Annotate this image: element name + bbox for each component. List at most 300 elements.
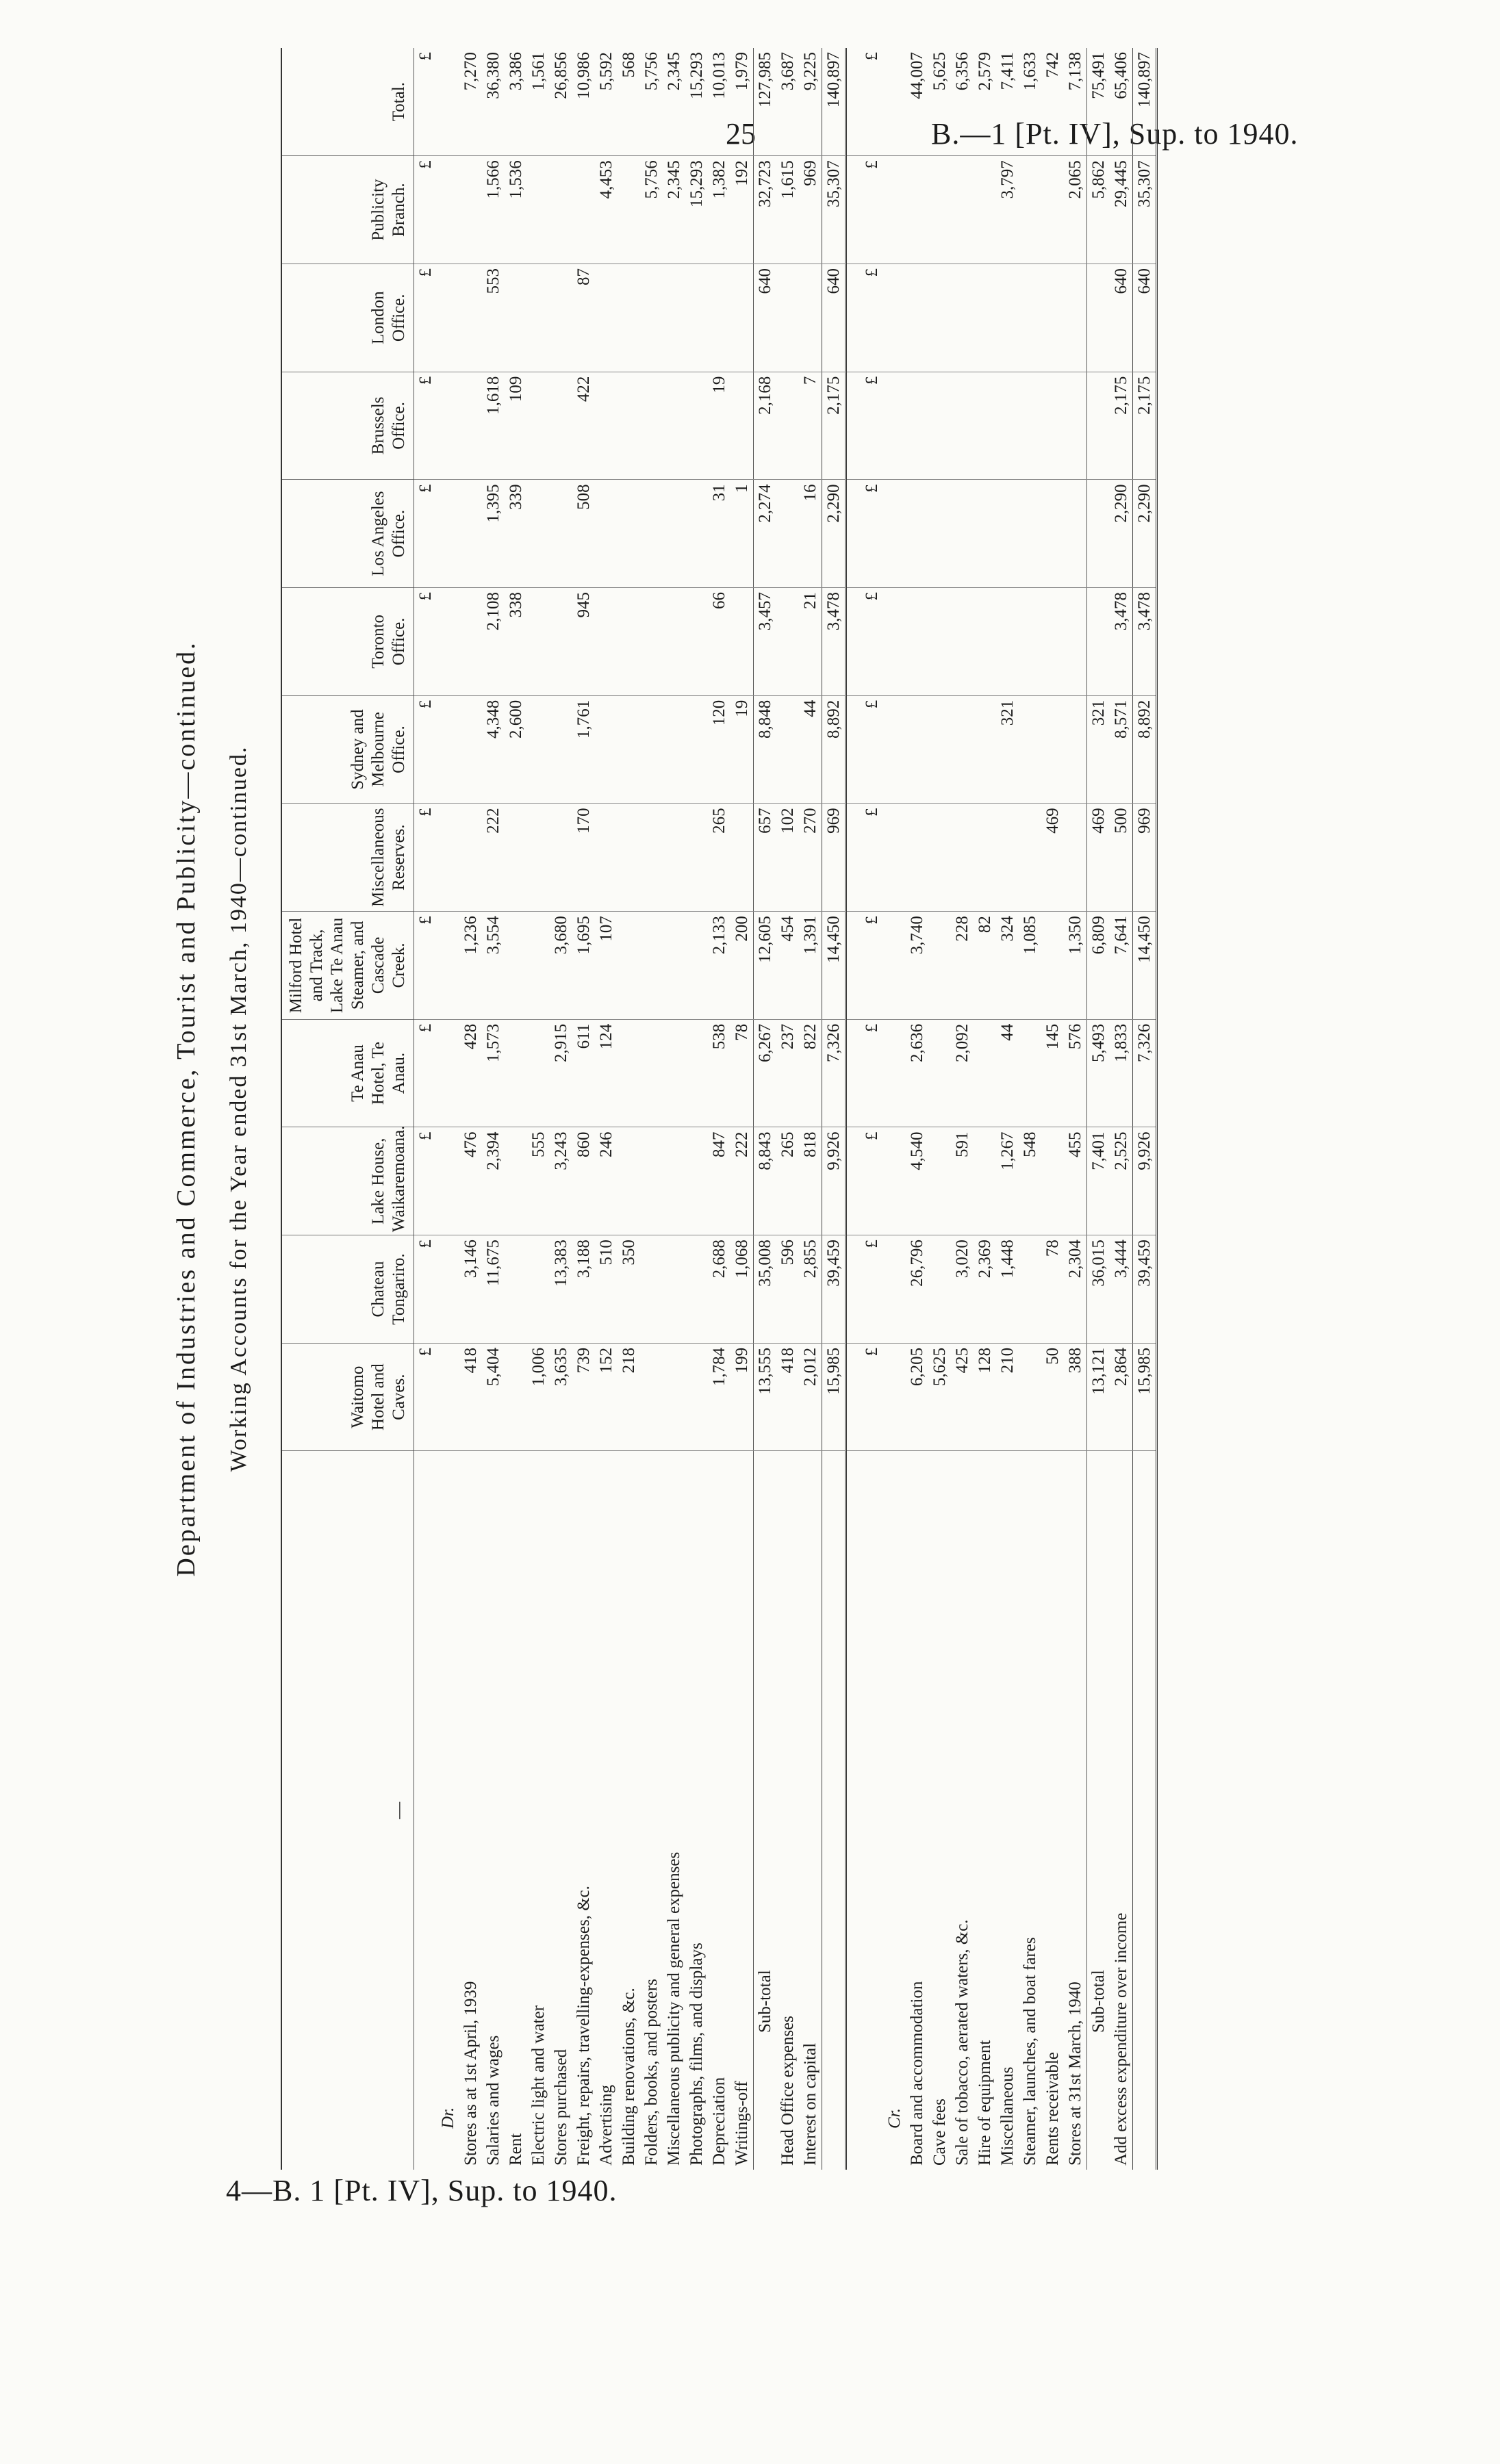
amount-cell: 3,188 bbox=[572, 1235, 595, 1344]
amount-cell bbox=[974, 804, 996, 912]
amount-cell: 2,175 bbox=[1110, 372, 1133, 480]
amount-cell bbox=[1087, 588, 1110, 696]
amount-cell: 4,540 bbox=[906, 1127, 928, 1235]
amount-cell bbox=[685, 480, 708, 588]
amount-cell: £ bbox=[861, 804, 883, 912]
amount-cell: 640 bbox=[822, 264, 846, 372]
amount-cell: 50 bbox=[1041, 1343, 1064, 1451]
amount-cell bbox=[685, 1343, 708, 1451]
amount-cell bbox=[951, 480, 974, 588]
amount-cell: £ bbox=[861, 912, 883, 1020]
amount-cell bbox=[928, 695, 951, 804]
amount-cell: 3,797 bbox=[996, 156, 1019, 264]
amount-cell bbox=[663, 1019, 685, 1127]
amount-cell bbox=[618, 804, 640, 912]
amount-cell: 2,636 bbox=[906, 1019, 928, 1127]
amount-cell bbox=[505, 1127, 527, 1235]
amount-cell bbox=[459, 264, 482, 372]
amount-cell bbox=[996, 588, 1019, 696]
amount-cell: 13,121 bbox=[1087, 1343, 1110, 1451]
amount-cell bbox=[883, 372, 906, 480]
amount-cell: 9,926 bbox=[822, 1127, 846, 1235]
amount-cell bbox=[1087, 372, 1110, 480]
amount-cell: 26,796 bbox=[906, 1235, 928, 1344]
amount-cell: 7,401 bbox=[1087, 1127, 1110, 1235]
amount-cell: 969 bbox=[799, 156, 822, 264]
amount-cell: 5,404 bbox=[482, 1343, 505, 1451]
amount-cell: 10,013 bbox=[708, 48, 730, 156]
amount-cell: 640 bbox=[1110, 264, 1133, 372]
amount-cell bbox=[906, 695, 928, 804]
amount-cell bbox=[928, 804, 951, 912]
amount-cell bbox=[1041, 912, 1064, 1020]
amount-cell bbox=[996, 372, 1019, 480]
table-row bbox=[595, 48, 618, 2170]
amount-cell bbox=[685, 695, 708, 804]
amount-cell: 222 bbox=[482, 804, 505, 912]
amount-cell: 3,020 bbox=[951, 1235, 974, 1344]
amount-cell bbox=[505, 264, 527, 372]
amount-cell: 3,457 bbox=[754, 588, 777, 696]
amount-cell bbox=[505, 804, 527, 912]
table-row bbox=[1041, 48, 1064, 2170]
amount-cell bbox=[1019, 695, 1041, 804]
amount-cell: £ bbox=[414, 1127, 437, 1235]
row-label: Dr. bbox=[439, 2107, 457, 2129]
amount-cell: 2,274 bbox=[754, 480, 777, 588]
amount-cell bbox=[595, 480, 618, 588]
amount-cell: 2,600 bbox=[505, 695, 527, 804]
amount-cell: 860 bbox=[572, 1127, 595, 1235]
amount-cell bbox=[618, 695, 640, 804]
amount-cell: £ bbox=[414, 912, 437, 1020]
amount-cell bbox=[640, 1019, 663, 1127]
amount-cell: 228 bbox=[951, 912, 974, 1020]
amount-cell bbox=[640, 1343, 663, 1451]
amount-cell: 422 bbox=[572, 372, 595, 480]
column-header: Toronto Office. bbox=[281, 588, 414, 696]
amount-cell: 3,444 bbox=[1110, 1235, 1133, 1344]
amount-cell bbox=[846, 1127, 861, 1235]
amount-cell: 640 bbox=[754, 264, 777, 372]
amount-cell bbox=[1019, 480, 1041, 588]
amount-cell: 1 bbox=[730, 480, 754, 588]
table-row bbox=[505, 48, 527, 2170]
table-row bbox=[708, 48, 730, 2170]
amount-cell: 1,382 bbox=[708, 156, 730, 264]
amount-cell bbox=[846, 1343, 861, 1451]
amount-cell: 1,833 bbox=[1110, 1019, 1133, 1127]
amount-cell: 454 bbox=[776, 912, 799, 1020]
amount-cell bbox=[663, 912, 685, 1020]
amount-cell: 321 bbox=[1087, 695, 1110, 804]
table-row bbox=[1019, 48, 1041, 2170]
row-label: Salaries and wages bbox=[484, 2035, 503, 2166]
amount-cell: 65,406 bbox=[1110, 48, 1133, 156]
amount-cell: £ bbox=[414, 1343, 437, 1451]
row-label: Head Office expenses bbox=[778, 2016, 797, 2166]
amount-cell: 9,225 bbox=[799, 48, 822, 156]
amount-cell: 7,138 bbox=[1064, 48, 1087, 156]
amount-cell bbox=[505, 1019, 527, 1127]
table-row bbox=[527, 48, 550, 2170]
amount-cell: 265 bbox=[776, 1127, 799, 1235]
amount-cell bbox=[437, 1127, 459, 1235]
amount-cell: 1,573 bbox=[482, 1019, 505, 1127]
amount-cell bbox=[527, 156, 550, 264]
amount-cell bbox=[618, 912, 640, 1020]
amount-cell bbox=[640, 588, 663, 696]
amount-cell: 31 bbox=[708, 480, 730, 588]
amount-cell: 2,915 bbox=[550, 1019, 572, 1127]
amount-cell bbox=[437, 1235, 459, 1344]
amount-cell bbox=[951, 264, 974, 372]
amount-cell bbox=[1087, 264, 1110, 372]
amount-cell: 16 bbox=[799, 480, 822, 588]
currency-unit-row bbox=[861, 48, 883, 2170]
amount-cell bbox=[1041, 588, 1064, 696]
amount-cell bbox=[974, 1019, 996, 1127]
row-label bbox=[1133, 1451, 1157, 2170]
amount-cell: 1,085 bbox=[1019, 912, 1041, 1020]
currency-unit-row bbox=[414, 48, 437, 2170]
amount-cell bbox=[996, 264, 1019, 372]
amount-cell bbox=[776, 372, 799, 480]
amount-cell bbox=[640, 480, 663, 588]
table-row bbox=[1110, 48, 1133, 2170]
row-label: Folders, books, and posters bbox=[642, 1979, 661, 2166]
amount-cell: 2,290 bbox=[822, 480, 846, 588]
amount-cell: 428 bbox=[459, 1019, 482, 1127]
amount-cell bbox=[618, 1127, 640, 1235]
amount-cell: £ bbox=[414, 804, 437, 912]
amount-cell: 338 bbox=[505, 588, 527, 696]
column-header: Brussels Office. bbox=[281, 372, 414, 480]
amount-cell: 611 bbox=[572, 1019, 595, 1127]
amount-cell: 6,809 bbox=[1087, 912, 1110, 1020]
amount-cell: 8,843 bbox=[754, 1127, 777, 1235]
amount-cell bbox=[550, 480, 572, 588]
table-row bbox=[906, 48, 928, 2170]
amount-cell: 6,356 bbox=[951, 48, 974, 156]
amount-cell: 44 bbox=[996, 1019, 1019, 1127]
amount-cell bbox=[437, 1019, 459, 1127]
row-label: Electric light and water bbox=[529, 2005, 548, 2166]
amount-cell: 66 bbox=[708, 588, 730, 696]
amount-cell bbox=[1019, 1019, 1041, 1127]
amount-cell bbox=[906, 372, 928, 480]
amount-cell: £ bbox=[414, 588, 437, 696]
row-label: Cr. bbox=[885, 2108, 904, 2129]
amount-cell bbox=[437, 264, 459, 372]
amount-cell: £ bbox=[861, 372, 883, 480]
amount-cell bbox=[663, 480, 685, 588]
amount-cell bbox=[846, 480, 861, 588]
amount-cell: 6,205 bbox=[906, 1343, 928, 1451]
amount-cell: 1,761 bbox=[572, 695, 595, 804]
amount-cell: 15,293 bbox=[685, 156, 708, 264]
amount-cell: 75,491 bbox=[1087, 48, 1110, 156]
amount-cell bbox=[437, 912, 459, 1020]
table-row bbox=[550, 48, 572, 2170]
amount-cell: 969 bbox=[1133, 804, 1157, 912]
amount-cell: 2,168 bbox=[754, 372, 777, 480]
amount-cell bbox=[846, 264, 861, 372]
amount-cell bbox=[685, 372, 708, 480]
column-header: Lake House, Waikaremoana. bbox=[281, 1127, 414, 1235]
amount-cell bbox=[708, 264, 730, 372]
amount-cell bbox=[618, 372, 640, 480]
amount-cell: 2,394 bbox=[482, 1127, 505, 1235]
amount-cell bbox=[974, 264, 996, 372]
amount-cell bbox=[527, 588, 550, 696]
table-row bbox=[459, 48, 482, 2170]
amount-cell: 640 bbox=[1133, 264, 1157, 372]
amount-cell bbox=[505, 1235, 527, 1344]
table-header-row bbox=[281, 48, 414, 2170]
amount-cell bbox=[595, 264, 618, 372]
amount-cell bbox=[459, 695, 482, 804]
amount-cell: 469 bbox=[1087, 804, 1110, 912]
amount-cell bbox=[459, 480, 482, 588]
amount-cell bbox=[437, 804, 459, 912]
row-label: Steamer, launches, and boat fares bbox=[1021, 1937, 1039, 2166]
amount-cell bbox=[951, 372, 974, 480]
amount-cell: 8,571 bbox=[1110, 695, 1133, 804]
amount-cell: 3,478 bbox=[1133, 588, 1157, 696]
amount-cell: 36,380 bbox=[482, 48, 505, 156]
amount-cell: 21 bbox=[799, 588, 822, 696]
amount-cell: 210 bbox=[996, 1343, 1019, 1451]
amount-cell: 553 bbox=[482, 264, 505, 372]
amount-cell: £ bbox=[414, 1235, 437, 1344]
amount-cell: 140,897 bbox=[822, 48, 846, 156]
amount-cell bbox=[595, 695, 618, 804]
amount-cell bbox=[776, 264, 799, 372]
amount-cell bbox=[550, 695, 572, 804]
amount-cell: 15,293 bbox=[685, 48, 708, 156]
amount-cell bbox=[1064, 372, 1087, 480]
amount-cell bbox=[1064, 480, 1087, 588]
column-header: Milford Hotel and Track, Lake Te Anau Steamer, and Cascade Creek. bbox=[281, 912, 414, 1020]
amount-cell bbox=[883, 1343, 906, 1451]
amount-cell: 388 bbox=[1064, 1343, 1087, 1451]
amount-cell bbox=[846, 588, 861, 696]
amount-cell: £ bbox=[414, 156, 437, 264]
amount-cell: 192 bbox=[730, 156, 754, 264]
amount-cell bbox=[883, 1019, 906, 1127]
row-label: Sub-total bbox=[754, 1451, 777, 2170]
amount-cell bbox=[996, 480, 1019, 588]
amount-cell bbox=[437, 372, 459, 480]
amount-cell bbox=[928, 1235, 951, 1344]
amount-cell bbox=[846, 156, 861, 264]
amount-cell: 469 bbox=[1041, 804, 1064, 912]
amount-cell bbox=[928, 264, 951, 372]
amount-cell: 10,986 bbox=[572, 48, 595, 156]
amount-cell: 6,267 bbox=[754, 1019, 777, 1127]
amount-cell bbox=[846, 48, 861, 156]
amount-cell: 44,007 bbox=[906, 48, 928, 156]
amount-cell: 170 bbox=[572, 804, 595, 912]
amount-cell: 4,453 bbox=[595, 156, 618, 264]
amount-cell: 222 bbox=[730, 1127, 754, 1235]
amount-cell bbox=[906, 264, 928, 372]
amount-cell: 3,554 bbox=[482, 912, 505, 1020]
amount-cell bbox=[883, 156, 906, 264]
amount-cell bbox=[685, 1235, 708, 1344]
row-label bbox=[861, 1451, 883, 2170]
amount-cell: £ bbox=[861, 1019, 883, 1127]
working-accounts-table bbox=[281, 48, 1158, 2170]
row-label: Freight, repairs, travelling-expenses, &c. bbox=[574, 1886, 593, 2166]
amount-cell bbox=[663, 804, 685, 912]
amount-cell: 5,756 bbox=[640, 48, 663, 156]
amount-cell: 2,345 bbox=[663, 156, 685, 264]
amount-cell: 32,723 bbox=[754, 156, 777, 264]
amount-cell: 3,478 bbox=[1110, 588, 1133, 696]
amount-cell: 218 bbox=[618, 1343, 640, 1451]
amount-cell bbox=[640, 695, 663, 804]
amount-cell: 124 bbox=[595, 1019, 618, 1127]
amount-cell: £ bbox=[861, 1127, 883, 1235]
amount-cell bbox=[951, 695, 974, 804]
amount-cell bbox=[1041, 372, 1064, 480]
row-label: Building renovations, &c. bbox=[620, 1988, 638, 2166]
spacer-row bbox=[846, 48, 861, 2170]
amount-cell bbox=[928, 912, 951, 1020]
amount-cell bbox=[1019, 156, 1041, 264]
amount-cell: 8,892 bbox=[822, 695, 846, 804]
amount-cell: £ bbox=[414, 480, 437, 588]
amount-cell bbox=[928, 156, 951, 264]
amount-cell: £ bbox=[414, 264, 437, 372]
amount-cell bbox=[640, 912, 663, 1020]
amount-cell: 1,395 bbox=[482, 480, 505, 588]
row-label: Sale of tobacco, aerated waters, &c. bbox=[953, 1919, 971, 2166]
amount-cell bbox=[685, 1127, 708, 1235]
table-row bbox=[799, 48, 822, 2170]
amount-cell: 476 bbox=[459, 1127, 482, 1235]
amount-cell bbox=[928, 480, 951, 588]
row-label: Rent bbox=[507, 2133, 525, 2166]
amount-cell bbox=[527, 1235, 550, 1344]
amount-cell bbox=[618, 264, 640, 372]
amount-cell: 3,635 bbox=[550, 1343, 572, 1451]
amount-cell: 87 bbox=[572, 264, 595, 372]
amount-cell: 35,307 bbox=[822, 156, 846, 264]
amount-cell: 508 bbox=[572, 480, 595, 588]
amount-cell: 2,864 bbox=[1110, 1343, 1133, 1451]
amount-cell: 1,784 bbox=[708, 1343, 730, 1451]
amount-cell: 39,459 bbox=[822, 1235, 846, 1344]
amount-cell: 1,006 bbox=[527, 1343, 550, 1451]
amount-cell bbox=[527, 372, 550, 480]
amount-cell: 324 bbox=[996, 912, 1019, 1020]
amount-cell bbox=[776, 480, 799, 588]
amount-cell bbox=[595, 372, 618, 480]
amount-cell: £ bbox=[861, 156, 883, 264]
amount-cell bbox=[437, 1343, 459, 1451]
column-header: Te Anau Hotel, Te Anau. bbox=[281, 1019, 414, 1127]
amount-cell bbox=[974, 480, 996, 588]
amount-cell: 44 bbox=[799, 695, 822, 804]
amount-cell: 1,448 bbox=[996, 1235, 1019, 1344]
amount-cell: 5,493 bbox=[1087, 1019, 1110, 1127]
amount-cell: 3,243 bbox=[550, 1127, 572, 1235]
amount-cell: 107 bbox=[595, 912, 618, 1020]
row-label: Cave fees bbox=[930, 2099, 949, 2166]
amount-cell: 4,348 bbox=[482, 695, 505, 804]
amount-cell bbox=[883, 804, 906, 912]
amount-cell: 14,450 bbox=[822, 912, 846, 1020]
amount-cell: 109 bbox=[505, 372, 527, 480]
amount-cell bbox=[1041, 264, 1064, 372]
amount-cell bbox=[595, 588, 618, 696]
amount-cell bbox=[527, 264, 550, 372]
amount-cell: 2,855 bbox=[799, 1235, 822, 1344]
amount-cell bbox=[776, 695, 799, 804]
amount-cell: 2,012 bbox=[799, 1343, 822, 1451]
amount-cell bbox=[996, 804, 1019, 912]
amount-cell: 7,326 bbox=[1133, 1019, 1157, 1127]
amount-cell: 246 bbox=[595, 1127, 618, 1235]
amount-cell: £ bbox=[861, 480, 883, 588]
amount-cell bbox=[883, 48, 906, 156]
amount-cell: 1,350 bbox=[1064, 912, 1087, 1020]
amount-cell bbox=[951, 156, 974, 264]
amount-cell bbox=[437, 48, 459, 156]
amount-cell: 1,391 bbox=[799, 912, 822, 1020]
page-number: 25 bbox=[726, 117, 756, 151]
credit-section-heading bbox=[883, 48, 906, 2170]
amount-cell: 500 bbox=[1110, 804, 1133, 912]
table-row bbox=[685, 48, 708, 2170]
amount-cell bbox=[1041, 480, 1064, 588]
amount-cell: £ bbox=[861, 588, 883, 696]
row-label: Photographs, films, and displays bbox=[687, 1942, 706, 2166]
amount-cell bbox=[846, 1235, 861, 1344]
amount-cell: 3,386 bbox=[505, 48, 527, 156]
row-label: Sub-total bbox=[1087, 1451, 1110, 2170]
debit-total-row bbox=[822, 48, 846, 2170]
amount-cell bbox=[527, 480, 550, 588]
amount-cell bbox=[846, 912, 861, 1020]
table-row bbox=[640, 48, 663, 2170]
amount-cell bbox=[663, 588, 685, 696]
amount-cell: 350 bbox=[618, 1235, 640, 1344]
amount-cell: 35,008 bbox=[754, 1235, 777, 1344]
amount-cell: 2,133 bbox=[708, 912, 730, 1020]
column-header: Chateau Tongariro. bbox=[281, 1235, 414, 1344]
amount-cell: 78 bbox=[730, 1019, 754, 1127]
amount-cell: 339 bbox=[505, 480, 527, 588]
amount-cell bbox=[776, 588, 799, 696]
amount-cell bbox=[437, 695, 459, 804]
amount-cell: 78 bbox=[1041, 1235, 1064, 1344]
amount-cell bbox=[572, 156, 595, 264]
amount-cell: £ bbox=[861, 1343, 883, 1451]
amount-cell: 15,985 bbox=[822, 1343, 846, 1451]
amount-cell: 739 bbox=[572, 1343, 595, 1451]
amount-cell bbox=[1041, 695, 1064, 804]
column-header: Sydney and Melbourne Office. bbox=[281, 695, 414, 804]
amount-cell: £ bbox=[414, 1019, 437, 1127]
amount-cell: 7,326 bbox=[822, 1019, 846, 1127]
amount-cell bbox=[459, 588, 482, 696]
table-row bbox=[776, 48, 799, 2170]
amount-cell bbox=[974, 588, 996, 696]
